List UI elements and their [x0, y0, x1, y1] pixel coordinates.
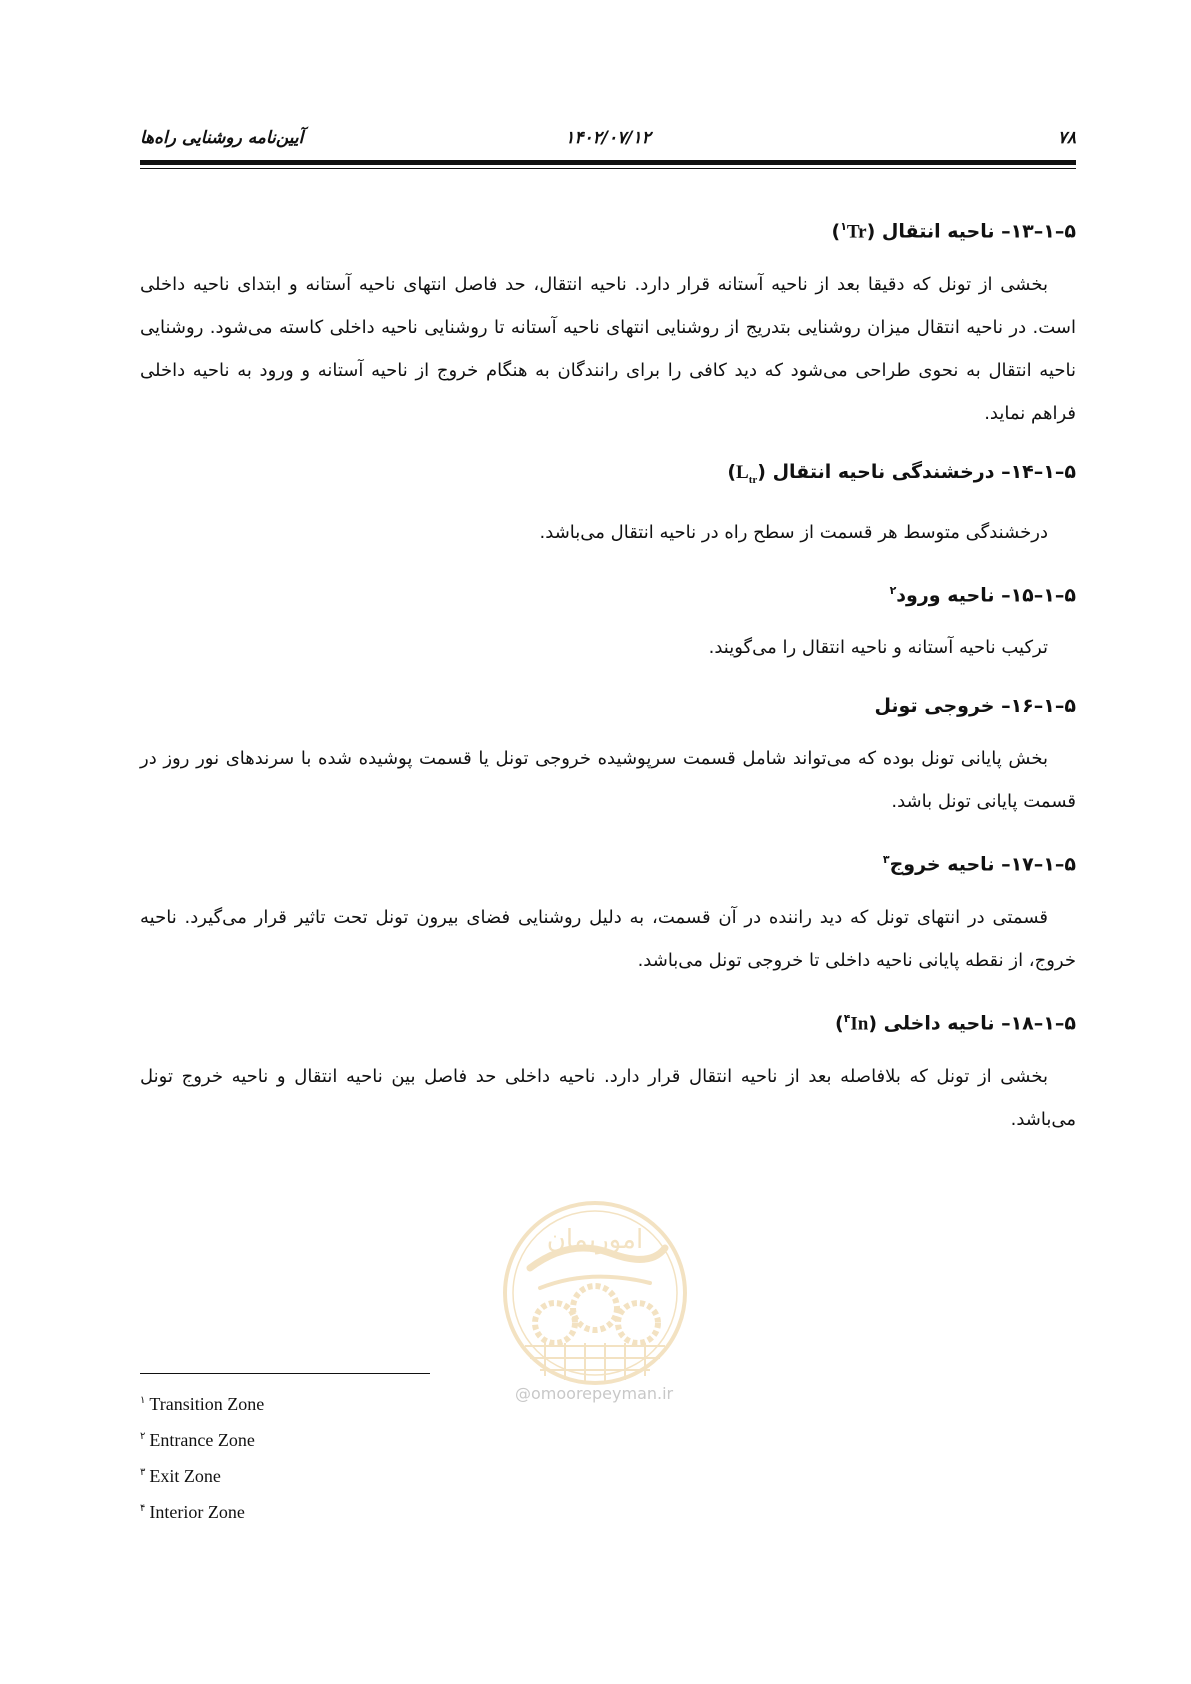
footnote-ref: ۱ [840, 220, 847, 233]
section-paragraph: ترکیب ناحیه آستانه و ناحیه انتقال را می‌گویند. [708, 637, 1048, 659]
header-title: آیین‌نامه روشنایی راه‌ها [140, 128, 304, 148]
header-rule-thick [140, 160, 1076, 165]
footnote-item: $^۳$ Exit Zone [140, 1466, 221, 1486]
page-number: ۷۸ [1057, 128, 1076, 148]
footnote-ref: ۴ [843, 1011, 851, 1025]
section-paragraph: قسمتی در انتهای تونل که دید راننده در آن قسمت، به دلیل روشنایی فضای بیرون تونل تحت تاثیر قرار می‌گیرد. ناحیه خروج، از نقطه پایانی ناحیه داخلی تا خروجی تونل می‌باشد. [140, 906, 1076, 971]
section-heading: ۵–۱–۱۸– ناحیه داخلی (In$^۴$) [835, 1011, 1076, 1035]
header-date: ۱۴۰۲/۰۷/۱۲ [565, 128, 651, 148]
watermark-stamp [500, 1198, 690, 1388]
section-16 [140, 691, 1076, 823]
footnote-rule [140, 1373, 430, 1374]
section-heading: ۵–۱–۱۳– ناحیه انتقال (Tr$^۱$) [831, 220, 1076, 243]
section-heading: ۵–۱–۱۶– خروجی تونل [874, 695, 1076, 718]
latin-term: $L_{tr}$ [736, 462, 758, 487]
footnote-item: $^۲$ Entrance Zone [140, 1430, 255, 1450]
page-header [140, 128, 1076, 152]
latin-term: Tr [846, 221, 867, 243]
watermark-url: @omoorepeyman.ir [515, 1384, 674, 1403]
section-heading: ۵–۱–۱۵– ناحیه ورود$^۲$ [889, 584, 1076, 607]
section-heading: ۵–۱–۱۴– درخشندگی ناحیه انتقال $(L_{tr})$ [727, 461, 1076, 487]
section-heading: ۵–۱–۱۷– ناحیه خروج$^۳$ [882, 853, 1076, 876]
footnote-item: $^۱$ Transition Zone [140, 1394, 265, 1414]
section-18 [140, 1004, 1076, 1141]
latin-term: In [850, 1013, 869, 1035]
body-content [140, 212, 1076, 1163]
footnote-ref: ۳ [882, 853, 890, 867]
footnotes [140, 1389, 264, 1533]
section-paragraph: بخشی از تونل که بلافاصله بعد از ناحیه انتقال قرار دارد. ناحیه داخلی حد فاصل بین ناحیه انتقال و ناحیه خروج تونل می‌باشد. [140, 1066, 1076, 1131]
footnote-ref: ۲ [889, 584, 897, 598]
section-paragraph: بخش پایانی تونل بوده که می‌تواند شامل قسمت سرپوشیده خروجی تونل یا قسمت پوشیده شده با سرندهای نور روز در قسمت پایانی تونل باشد. [140, 748, 1076, 813]
footnote-item: $^۴$ Interior Zone [140, 1502, 245, 1522]
section-paragraph: بخشی از تونل که دقیقا بعد از ناحیه آستانه قرار دارد. ناحیه انتقال، حد فاصل انتهای ناحیه آستانه و ابتدای ناحیه داخلی است. در ناحیه انتقال میزان روشنایی بتدریج از روشنایی انتهای ناحیه آستانه تا روشنایی ناحیه داخلی کاسته می‌شود. روشنایی ناحیه انتقال به نحوی طراحی می‌شود که دید کافی را برای رانندگان به هنگام خروج از ناحیه آستانه و ورود به ناحیه داخلی فراهم نماید. [140, 274, 1076, 425]
header-rule-thin [140, 168, 1076, 169]
section-17 [140, 845, 1076, 981]
section-14 [140, 457, 1076, 554]
section-paragraph: درخشندگی متوسط هر قسمت از سطح راه در ناحیه انتقال می‌باشد. [539, 522, 1048, 544]
watermark-text: اموریمان [546, 1225, 644, 1255]
section-15 [140, 576, 1076, 669]
section-13 [140, 212, 1076, 435]
